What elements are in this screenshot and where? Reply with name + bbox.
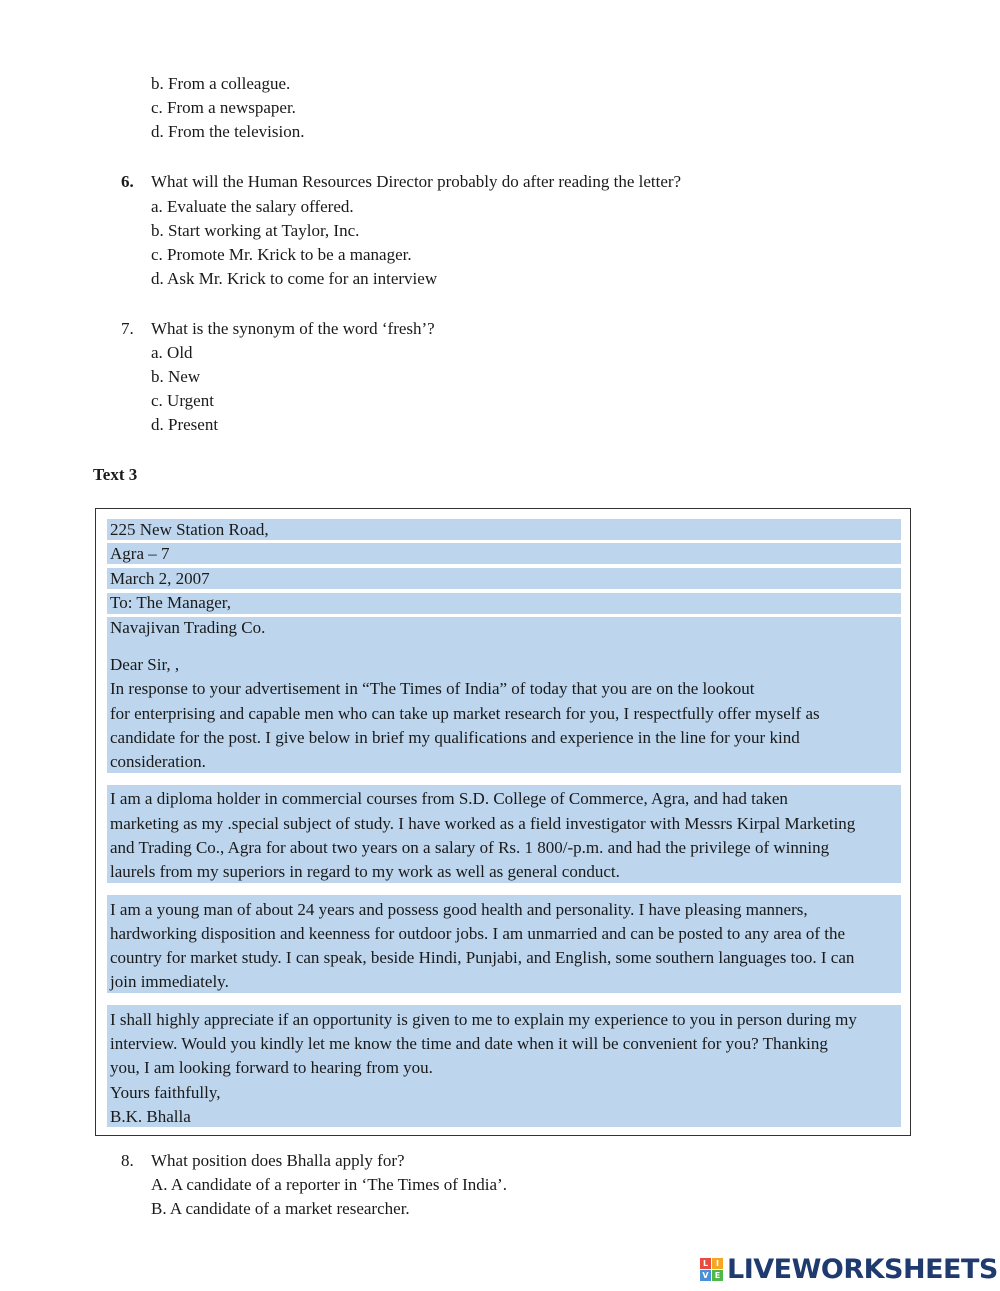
logo-badge-letter: E [712,1270,723,1281]
letter-closing: Yours faithfully, [110,1083,221,1102]
q6-number: 6. [121,172,134,191]
letter-para1-line: consideration. [110,752,206,771]
q8-option-a: A. A candidate of a reporter in ‘The Times of India’. [151,1175,507,1194]
letter-para2-line: marketing as my .special subject of study. I have worked as a field investigator with Messrs Kirpal Marketing [110,814,856,833]
logo-badge-letter: I [712,1258,723,1269]
q7-option-b: b. New [151,367,201,386]
letter-para3-line: join immediately. [110,972,229,991]
logo-badge-icon [700,1258,723,1281]
letter-para2-line: laurels from my superiors in regard to my work as well as general conduct. [110,862,620,881]
q6-option-d: d. Ask Mr. Krick to come for an interview [151,269,438,288]
letter-address-line: 225 New Station Road, [110,520,269,539]
letter-recipient: To: The Manager, [110,593,232,612]
letter-signature: B.K. Bhalla [110,1107,191,1126]
q5-option-c: c. From a newspaper. [151,98,296,117]
q8-question: What position does Bhalla apply for? [151,1151,405,1170]
letter-para1-line: for enterprising and capable men who can take up market research for you, I respectfully offer myself as [110,704,820,723]
letter-band-date [107,568,901,589]
logo-text: LIVEWORKSHEETS [727,1253,998,1285]
q6-option-a: a. Evaluate the salary offered. [151,197,354,216]
letter-para4-line: I shall highly appreciate if an opportunity is given to me to explain my experience to you in person during my [110,1010,857,1029]
letter-para4-line: interview. Would you kindly let me know the time and date when it will be convenient for you? Thanking [110,1034,828,1053]
q6-option-b: b. Start working at Taylor, Inc. [151,221,360,240]
letter-para3-line: country for market study. I can speak, beside Hindi, Punjabi, and English, some southern languages too. I can [110,948,855,967]
q7-number: 7. [121,319,134,338]
section-title: Text 3 [93,465,138,484]
q7-option-d: d. Present [151,415,219,434]
q8-number: 8. [121,1151,134,1170]
q5-option-d: d. From the television. [151,122,305,141]
letter-date: March 2, 2007 [110,569,210,588]
letter-para3-line: I am a young man of about 24 years and possess good health and personality. I have pleasing manners, [110,900,808,919]
q7-option-a: a. Old [151,343,193,362]
q6-question: What will the Human Resources Director probably do after reading the letter? [151,172,682,191]
letter-para4-line: you, I am looking forward to hearing from you. [110,1058,433,1077]
letter-address-line: Agra – 7 [110,544,170,563]
letter-para2-line: and Trading Co., Agra for about two years on a salary of Rs. 1 800/-p.m. and had the privilege of winning [110,838,830,857]
letter-band-city [107,543,901,564]
q8-option-b: B. A candidate of a market researcher. [151,1199,410,1218]
q7-option-c: c. Urgent [151,391,214,410]
logo-badge-letter: V [700,1270,711,1281]
letter-para3-line: hardworking disposition and keenness for outdoor jobs. I am unmarried and can be posted to any area of the [110,924,846,943]
letter-company: Navajivan Trading Co. [110,618,266,637]
q6-option-c: c. Promote Mr. Krick to be a manager. [151,245,412,264]
logo-badge-letter: L [700,1258,711,1269]
letter-para2-line: I am a diploma holder in commercial courses from S.D. College of Commerce, Agra, and had taken [110,789,788,808]
q5-option-b: b. From a colleague. [151,74,291,93]
letter-para1-line: In response to your advertisement in “The Times of India” of today that you are on the lookout [110,679,755,698]
liveworksheets-logo [700,1254,998,1284]
q7-question: What is the synonym of the word ‘fresh’? [151,319,435,338]
letter-salutation: Dear Sir, , [110,655,180,674]
letter-para1-line: candidate for the post. I give below in brief my qualifications and experience in the line for your kind [110,728,800,747]
